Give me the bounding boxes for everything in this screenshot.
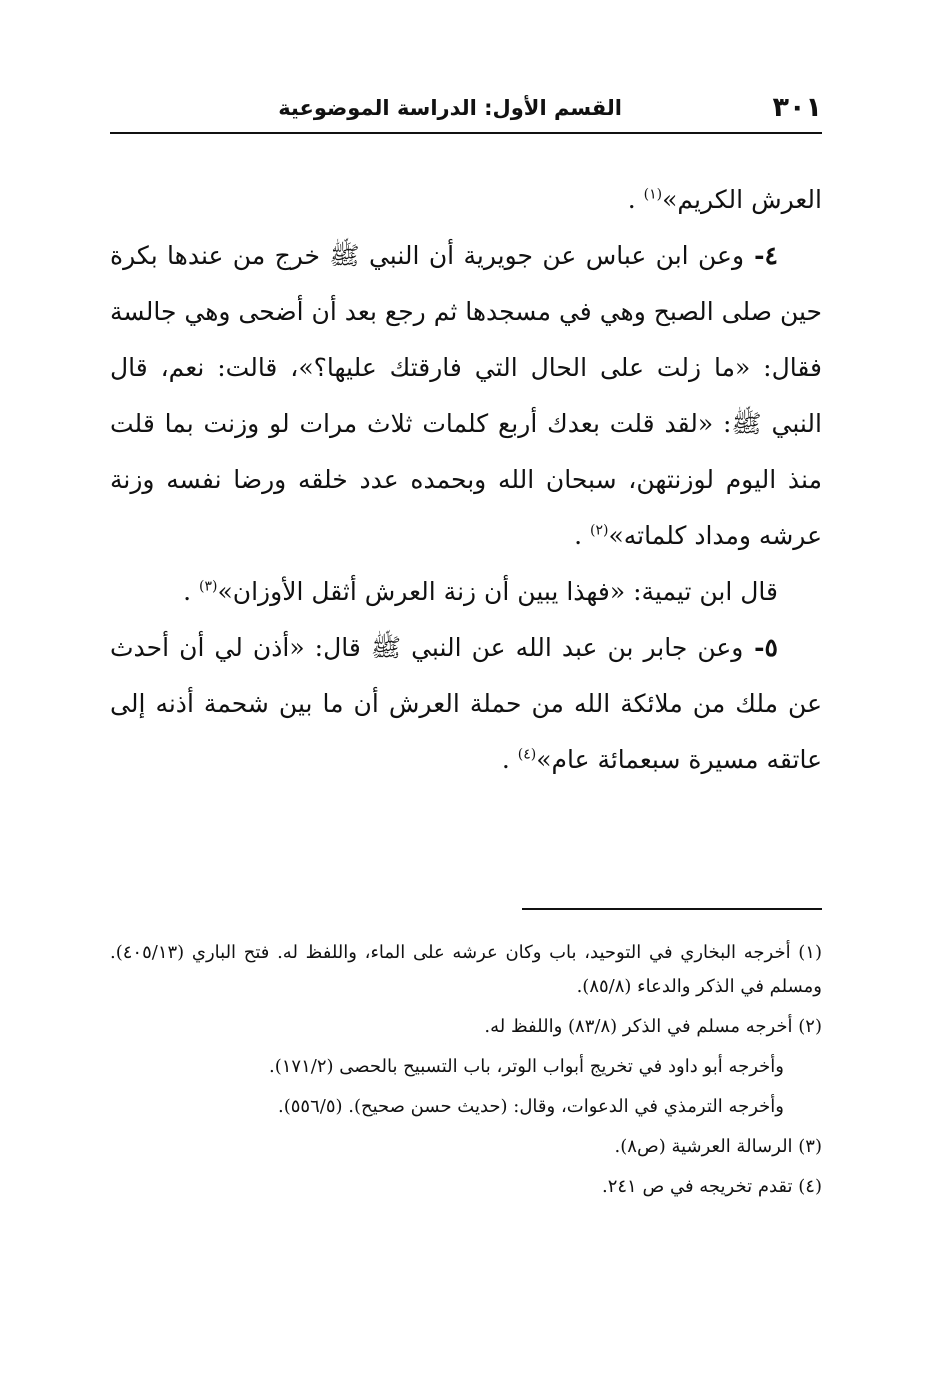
item-number: ٥-	[743, 633, 778, 662]
paragraph-text: وعن ابن عباس عن جويرية أن النبي ﷺ خرج من عندها بكرة حين صلى الصبح وهي في مسجدها ثم رجع بعد أن أضحى وهي جالسة فقال: «ما زلت على الحال التي فارقتك عليها؟»، قالت: نعم، قال النبي ﷺ: «لقد قلت بعدك أربع كلمات ثلاث مرات لو وزنت بما قلت منذ اليوم لوزنتهن، سبحان الله وبحمده عدد خلقه ورضا نفسه وزنة عرشه ومداد كلماته»	[110, 241, 822, 550]
running-title: القسم الأول: الدراسة الموضوعية	[278, 96, 622, 120]
paragraph-text: قال ابن تيمية: «فهذا يبين أن زنة العرش أثقل الأوزان»	[217, 577, 778, 606]
page-header	[110, 88, 822, 134]
footnote-3: (٣) الرسالة العرشية (ص٨).	[614, 1136, 822, 1157]
footnote-4: (٤) تقدم تخريجه في ص ٢٤١.	[601, 1176, 822, 1197]
footnote-2-continued: وأخرجه الترمذي في الدعوات، وقال: (حديث حسن صحيح). (٥٥٦/٥).	[278, 1096, 784, 1117]
paragraph-text: العرش الكريم»	[662, 185, 822, 214]
paragraph-end: .	[627, 185, 644, 214]
paragraph-end: .	[574, 521, 590, 550]
paragraph-1	[110, 172, 822, 228]
paragraph-end: .	[501, 745, 518, 774]
footnote-marker: (١)	[643, 186, 663, 203]
item-number: ٤-	[744, 241, 778, 270]
paragraph-4	[110, 620, 822, 788]
paragraph-2	[110, 228, 822, 564]
page-number: ٣٠١	[772, 92, 822, 123]
footnote-marker: (٤)	[517, 746, 537, 763]
footnote-2: (٢) أخرجه مسلم في الذكر (٨٣/٨) واللفظ له.	[484, 1016, 822, 1037]
paragraph-3	[110, 564, 822, 620]
paragraph-end: .	[183, 577, 199, 606]
footnote-marker: (٢)	[590, 522, 609, 539]
footnote-1: (١) أخرجه البخاري في التوحيد، باب وكان عرشه على الماء، واللفظ له. فتح الباري (٤٠٥/١٣). ومسلم في الذكر والدعاء (٨٥/٨).	[110, 942, 822, 997]
footnote-marker: (٣)	[198, 578, 218, 595]
main-text	[110, 172, 822, 788]
paragraph-text: وعن جابر بن عبد الله عن النبي ﷺ قال: «أذن لي أن أحدث عن ملك من ملائكة الله من حملة العرش أن ما بين شحمة أذنه إلى عاتقه مسيرة سبعمائة عام»	[110, 633, 822, 774]
footnote-divider	[522, 908, 822, 910]
footnotes	[110, 936, 822, 1210]
footnote-2-continued: وأخرجه أبو داود في تخريج أبواب الوتر، باب التسبيح بالحصى (١٧١/٢).	[269, 1056, 784, 1077]
